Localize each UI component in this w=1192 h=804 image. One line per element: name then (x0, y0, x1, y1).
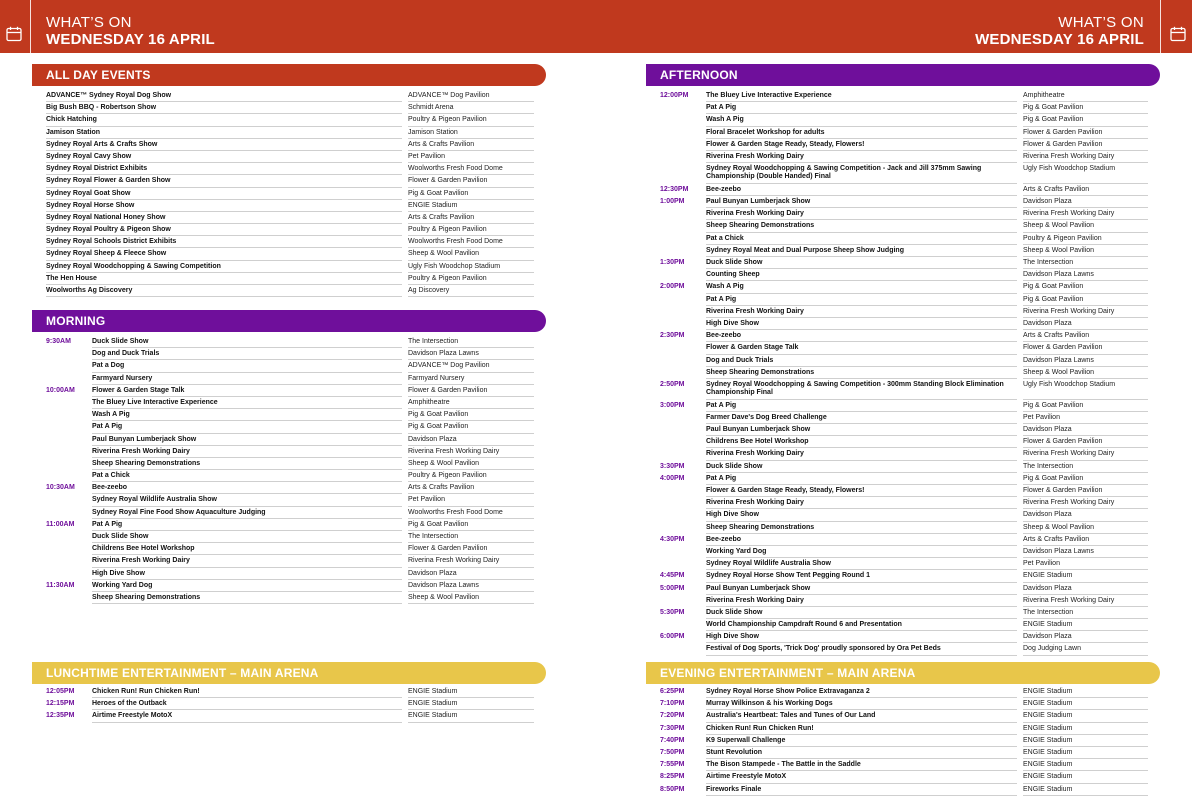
event-name: Murray Wilkinson & his Working Dogs (706, 700, 833, 708)
event-venue: Arts & Crafts Pavilion (1023, 535, 1090, 543)
event-venue: Pig & Goat Pavilion (1023, 116, 1084, 124)
event-name: Floral Bracelet Workshop for adults (706, 128, 825, 136)
event-name: Sheep Shearing Demonstrations (92, 593, 201, 601)
event-name: Duck Slide Show (706, 608, 763, 616)
event-name: Woolworths Ag Discovery (46, 287, 133, 294)
event-venue: Flower & Garden Pavilion (1023, 344, 1103, 352)
event-name: Duck Slide Show (92, 533, 149, 540)
event-venue: The Intersection (1023, 259, 1074, 267)
event-time: 6:00PM (660, 633, 685, 641)
event-name: Wash A Pig (706, 283, 744, 291)
event-name: The Hen House (46, 274, 97, 282)
event-venue: The Intersection (408, 533, 459, 540)
event-venue: Schmidt Arena (408, 104, 454, 112)
event-venue: Flower & Garden Pavilion (408, 177, 488, 185)
event-venue: Davidson Plaza (1023, 198, 1072, 206)
row-divider (706, 183, 1017, 184)
event-venue: Davidson Plaza (1023, 319, 1072, 327)
event-venue: ADVANCE™ Dog Pavilion (408, 92, 490, 99)
row-divider (706, 472, 1017, 473)
event-name: Pat A Pig (706, 104, 737, 112)
event-venue: ENGIE Stadium (1023, 688, 1073, 695)
event-venue: Dog Judging Lawn (1023, 645, 1081, 653)
event-venue: Sheep & Wool Pavilion (1023, 368, 1095, 376)
event-name: Pat a Chick (92, 472, 130, 480)
event-name: Sydney Royal Flower & Garden Show (46, 177, 171, 185)
row-divider (706, 113, 1017, 114)
event-name: Chicken Run! Run Chicken Run! (706, 724, 814, 732)
event-name: Sydney Royal Arts & Crafts Show (46, 140, 158, 148)
event-time: 2:50PM (660, 380, 685, 388)
event-venue: Amphitheatre (408, 398, 450, 406)
event-name: Riverina Fresh Working Dairy (706, 307, 804, 315)
event-venue: Davidson Plaza (1023, 426, 1072, 434)
row-divider (408, 296, 534, 297)
title-line1: WHAT’S ON (46, 14, 132, 31)
event-time: 7:20PM (660, 712, 685, 720)
event-venue: Riverina Fresh Working Dairy (1023, 307, 1115, 315)
event-venue: Jamison Station (408, 128, 458, 136)
event-name: Riverina Fresh Working Dairy (92, 557, 190, 565)
event-venue: Woolworths Fresh Food Dome (408, 508, 503, 516)
title-line2: WEDNESDAY 16 APRIL (46, 31, 215, 48)
event-name: Farmyard Nursery (92, 374, 153, 382)
event-name: Flower & Garden Stage Talk (706, 344, 799, 352)
event-time: 7:10PM (660, 700, 685, 708)
event-name: Wash A Pig (706, 116, 744, 124)
event-name: The Bluey Live Interactive Experience (706, 92, 832, 99)
row-divider (706, 162, 1017, 163)
event-name: Sydney Royal Wildlife Australia Show (92, 496, 217, 504)
event-name: Bee-zeebo (92, 484, 128, 492)
section-heading-afternoon: AFTERNOON (646, 64, 1160, 86)
calendar-icon (1170, 26, 1186, 42)
page-title-left (46, 14, 215, 48)
event-time: 4:45PM (660, 572, 685, 580)
event-venue: ENGIE Stadium (1023, 748, 1073, 756)
event-venue: Arts & Crafts Pavilion (408, 484, 475, 492)
event-time: 2:30PM (660, 332, 685, 340)
event-venue: Pig & Goat Pavilion (1023, 474, 1084, 482)
event-name: K9 Superwall Challenge (706, 736, 786, 744)
event-time: 4:30PM (660, 535, 685, 543)
event-name: Pat A Pig (92, 423, 123, 431)
row-divider (92, 469, 402, 470)
event-time: 12:00PM (660, 92, 689, 99)
header-divider (30, 0, 31, 53)
event-name: World Championship Campdraft Round 6 and Presentation (706, 621, 902, 629)
event-name: Wash A Pig (92, 411, 130, 419)
event-name: Pat a Dog (92, 362, 125, 370)
event-venue: Flower & Garden Pavilion (1023, 487, 1103, 495)
row-divider (706, 101, 1017, 102)
event-time: 7:50PM (660, 748, 685, 756)
row-divider (92, 722, 402, 723)
event-name: Riverina Fresh Working Dairy (706, 450, 804, 458)
event-name: Sydney Royal Horse Show Police Extravaganza 2 (706, 688, 870, 695)
event-name: Flower & Garden Stage Talk (92, 386, 185, 394)
event-name: Flower & Garden Stage Ready, Steady, Flowers! (706, 140, 865, 148)
event-time: 10:00AM (46, 386, 75, 394)
section-heading-morning: MORNING (32, 310, 546, 332)
event-venue: Davidson Plaza Lawns (1023, 356, 1094, 364)
event-name: Bee-zeebo (706, 535, 742, 543)
event-venue: Davidson Plaza Lawns (408, 350, 479, 358)
row-divider (46, 272, 402, 273)
event-name: Airtime Freestyle MotoX (706, 773, 787, 781)
event-time: 12:15PM (46, 700, 75, 708)
event-time: 12:30PM (660, 185, 689, 193)
event-name: Pat A Pig (92, 520, 123, 528)
event-name: Sydney Royal Woodchopping & Sawing Competition - 300mm Standing Block Elimination Championship Final (706, 380, 1004, 397)
event-name: Big Bush BBQ - Robertson Show (46, 104, 157, 112)
event-venue: Pet Pavilion (1023, 413, 1060, 421)
event-venue: Riverina Fresh Working Dairy (1023, 596, 1115, 604)
event-venue: Flower & Garden Pavilion (1023, 140, 1103, 148)
event-venue: ENGIE Stadium (1023, 785, 1073, 793)
row-divider (706, 533, 1017, 534)
event-venue: Pig & Goat Pavilion (408, 411, 469, 419)
event-name: Stunt Revolution (706, 748, 762, 756)
event-name: High Dive Show (706, 511, 759, 519)
event-name: Counting Sheep (706, 271, 760, 279)
event-name: Chick Hatching (46, 116, 97, 124)
event-venue: ENGIE Stadium (408, 201, 458, 209)
event-name: Festival of Dog Sports, 'Trick Dog' proudly sponsored by Ora Pet Beds (706, 645, 941, 653)
event-time: 7:30PM (660, 724, 685, 732)
event-venue: Sheep & Wool Pavilion (1023, 246, 1095, 254)
event-name: Riverina Fresh Working Dairy (706, 152, 804, 160)
event-venue: Pig & Goat Pavilion (408, 189, 469, 197)
event-venue: Poultry & Pigeon Pavilion (408, 274, 487, 282)
event-venue: Flower & Garden Pavilion (1023, 438, 1103, 446)
event-venue: Sheep & Wool Pavilion (408, 459, 480, 467)
row-divider (92, 420, 402, 421)
event-venue: Riverina Fresh Working Dairy (1023, 210, 1115, 218)
event-venue: Ugly Fish Woodchop Stadium (1023, 165, 1116, 173)
event-venue: Arts & Crafts Pavilion (408, 213, 475, 221)
event-venue: Sheep & Wool Pavilion (1023, 523, 1095, 531)
event-name: The Bison Stampede - The Battle in the Saddle (706, 761, 861, 769)
event-name: High Dive Show (706, 633, 759, 641)
event-venue: Arts & Crafts Pavilion (1023, 332, 1090, 340)
event-name: Duck Slide Show (706, 259, 763, 267)
event-venue: Flower & Garden Pavilion (408, 386, 488, 394)
event-venue: Poultry & Pigeon Pavilion (1023, 234, 1102, 242)
event-venue: ENGIE Stadium (408, 712, 458, 720)
event-name: Riverina Fresh Working Dairy (706, 499, 804, 507)
event-time: 9:30AM (46, 338, 71, 345)
event-venue: Davidson Plaza Lawns (1023, 547, 1094, 555)
event-venue: Amphitheatre (1023, 92, 1065, 99)
event-name: Flower & Garden Stage Ready, Steady, Flowers! (706, 487, 865, 495)
event-name: Sydney Royal Woodchopping & Sawing Competition (46, 262, 221, 270)
title-line1: WHAT’S ON (1058, 14, 1144, 31)
event-venue: Davidson Plaza (1023, 584, 1072, 592)
event-name: Pat A Pig (706, 401, 737, 409)
row-divider (46, 296, 402, 297)
event-venue: ENGIE Stadium (1023, 621, 1073, 629)
row-divider (408, 603, 534, 604)
row-divider (706, 232, 1017, 233)
event-name: The Bluey Live Interactive Experience (92, 398, 218, 406)
event-venue: Davidson Plaza (408, 569, 457, 577)
event-name: Sydney Royal Horse Show (46, 201, 135, 209)
row-divider (706, 378, 1017, 379)
event-venue: Ugly Fish Woodchop Stadium (408, 262, 501, 270)
event-time: 1:30PM (660, 259, 685, 267)
event-name: Sydney Royal Goat Show (46, 189, 131, 197)
event-time: 1:00PM (660, 198, 685, 206)
event-name: Fireworks Finale (706, 785, 762, 793)
event-time: 7:55PM (660, 761, 685, 769)
event-venue: ENGIE Stadium (1023, 712, 1073, 720)
event-name: Duck Slide Show (92, 338, 149, 345)
event-venue: Arts & Crafts Pavilion (1023, 185, 1090, 193)
calendar-icon (6, 26, 22, 42)
row-divider (706, 293, 1017, 294)
event-venue: Davidson Plaza (408, 435, 457, 443)
event-name: Sydney Royal National Honey Show (46, 213, 166, 221)
event-name: Riverina Fresh Working Dairy (706, 596, 804, 604)
row-divider (92, 518, 402, 519)
event-name: Working Yard Dog (706, 547, 767, 555)
event-venue: Davidson Plaza (1023, 633, 1072, 641)
event-name: Sheep Shearing Demonstrations (706, 222, 815, 230)
event-name: Dog and Duck Trials (92, 350, 160, 358)
event-venue: Riverina Fresh Working Dairy (1023, 499, 1115, 507)
event-venue: Pig & Goat Pavilion (408, 423, 469, 431)
event-time: 10:30AM (46, 484, 75, 492)
event-name: Dog and Duck Trials (706, 356, 774, 364)
row-divider (706, 399, 1017, 400)
event-name: Sheep Shearing Demonstrations (92, 459, 201, 467)
row-divider (92, 359, 402, 360)
event-name: Paul Bunyan Lumberjack Show (706, 198, 811, 206)
event-time: 3:00PM (660, 401, 685, 409)
event-name: Sheep Shearing Demonstrations (706, 523, 815, 531)
event-venue: Ag Discovery (408, 287, 450, 294)
event-venue: Pig & Goat Pavilion (1023, 283, 1084, 291)
event-venue: The Intersection (1023, 462, 1074, 470)
event-venue: Poultry & Pigeon Pavilion (408, 116, 487, 124)
row-divider (706, 280, 1017, 281)
event-name: Sydney Royal Cavy Show (46, 152, 132, 160)
event-name: Sydney Royal Poultry & Pigeon Show (46, 226, 171, 234)
event-time: 11:00AM (46, 520, 75, 528)
event-venue: Riverina Fresh Working Dairy (1023, 152, 1115, 160)
event-name: Sydney Royal Schools District Exhibits (46, 238, 177, 246)
section-heading-evening: EVENING ENTERTAINMENT – MAIN ARENA (646, 662, 1160, 684)
event-venue: Riverina Fresh Working Dairy (408, 557, 500, 565)
page-title-right (975, 14, 1144, 48)
event-name: Pat A Pig (706, 295, 737, 303)
event-venue: Woolworths Fresh Food Dome (408, 238, 503, 246)
title-line2: WEDNESDAY 16 APRIL (975, 31, 1144, 48)
event-venue: Pet Pavilion (408, 152, 445, 160)
row-divider (92, 603, 402, 604)
event-time: 2:00PM (660, 283, 685, 291)
row-divider (92, 408, 402, 409)
event-name: Riverina Fresh Working Dairy (706, 210, 804, 218)
section-heading-all-day: ALL DAY EVENTS (32, 64, 546, 86)
event-name: Sydney Royal Sheep & Fleece Show (46, 250, 167, 258)
event-name: Australia's Heartbeat: Tales and Tunes of Our Land (706, 712, 876, 720)
event-venue: ENGIE Stadium (1023, 724, 1073, 732)
row-divider (706, 655, 1017, 656)
event-venue: ENGIE Stadium (1023, 572, 1073, 580)
event-name: High Dive Show (706, 319, 759, 327)
event-venue: Pig & Goat Pavilion (1023, 401, 1084, 409)
event-venue: Poultry & Pigeon Pavilion (408, 226, 487, 234)
event-name: Childrens Bee Hotel Workshop (92, 545, 195, 553)
event-venue: ENGIE Stadium (1023, 761, 1073, 769)
event-name: Sydney Royal Meat and Dual Purpose Sheep Show Judging (706, 246, 904, 254)
event-time: 5:30PM (660, 608, 685, 616)
header-bar (0, 0, 1192, 53)
event-venue: Riverina Fresh Working Dairy (408, 447, 500, 455)
event-name: ADVANCE™ Sydney Royal Dog Show (46, 92, 172, 99)
event-venue: ENGIE Stadium (408, 688, 458, 695)
event-name: High Dive Show (92, 569, 145, 577)
event-name: Pat a Chick (706, 234, 744, 242)
section-heading-lunchtime: LUNCHTIME ENTERTAINMENT – MAIN ARENA (32, 662, 546, 684)
event-venue: The Intersection (1023, 608, 1074, 616)
row-divider (92, 481, 402, 482)
event-time: 5:00PM (660, 584, 685, 592)
event-name: Childrens Bee Hotel Workshop (706, 438, 809, 446)
event-time: 12:05PM (46, 688, 75, 695)
event-venue: The Intersection (408, 338, 459, 345)
event-name: Pat A Pig (706, 474, 737, 482)
row-divider (408, 722, 534, 723)
event-venue: Woolworths Fresh Food Dome (408, 165, 503, 173)
event-venue: Pet Pavilion (408, 496, 445, 504)
event-name: Bee-zeebo (706, 332, 742, 340)
event-venue: Flower & Garden Pavilion (1023, 128, 1103, 136)
event-venue: Sheep & Wool Pavilion (408, 250, 480, 258)
event-venue: Pet Pavilion (1023, 560, 1060, 568)
event-venue: Sheep & Wool Pavilion (408, 593, 480, 601)
event-name: Jamison Station (46, 128, 101, 136)
event-venue: Sheep & Wool Pavilion (1023, 222, 1095, 230)
row-divider (1023, 655, 1148, 656)
event-venue: ENGIE Stadium (1023, 773, 1073, 781)
event-venue: Ugly Fish Woodchop Stadium (1023, 380, 1116, 388)
event-name: Paul Bunyan Lumberjack Show (706, 426, 811, 434)
event-venue: Davidson Plaza (1023, 511, 1072, 519)
event-name: Bee-zeebo (706, 185, 742, 193)
event-venue: Riverina Fresh Working Dairy (1023, 450, 1115, 458)
event-name: Working Yard Dog (92, 581, 153, 589)
event-venue: Davidson Plaza Lawns (1023, 271, 1094, 279)
event-name: Paul Bunyan Lumberjack Show (92, 435, 197, 443)
row-divider (706, 795, 1017, 796)
event-name: Sydney Royal Fine Food Show Aquaculture Judging (92, 508, 266, 516)
event-venue: Flower & Garden Pavilion (408, 545, 488, 553)
event-name: Sydney Royal Wildlife Australia Show (706, 560, 831, 568)
event-venue: Farmyard Nursery (408, 374, 465, 382)
event-venue: Arts & Crafts Pavilion (408, 140, 475, 148)
event-name: Riverina Fresh Working Dairy (92, 447, 190, 455)
event-time: 8:25PM (660, 773, 685, 781)
event-name: Heroes of the Outback (92, 700, 167, 708)
event-venue: Poultry & Pigeon Pavilion (408, 472, 487, 480)
event-time: 12:35PM (46, 712, 75, 720)
event-name: Sydney Royal Horse Show Tent Pegging Round 1 (706, 572, 871, 580)
event-name: Sheep Shearing Demonstrations (706, 368, 815, 376)
event-time: 6:25PM (660, 688, 685, 695)
event-venue: ENGIE Stadium (408, 700, 458, 708)
event-time: 7:40PM (660, 736, 685, 744)
row-divider (1023, 795, 1148, 796)
header-divider (1160, 0, 1161, 53)
event-venue: Pig & Goat Pavilion (1023, 104, 1084, 112)
event-venue: ADVANCE™ Dog Pavilion (408, 362, 490, 370)
event-name: Airtime Freestyle MotoX (92, 712, 173, 720)
event-time: 3:30PM (660, 462, 685, 470)
event-name: Farmer Dave's Dog Breed Challenge (706, 413, 827, 421)
event-time: 4:00PM (660, 474, 685, 482)
event-name: Paul Bunyan Lumberjack Show (706, 584, 811, 592)
event-venue: ENGIE Stadium (1023, 700, 1073, 708)
event-name: Duck Slide Show (706, 462, 763, 470)
event-time: 11:30AM (46, 581, 75, 589)
row-divider (706, 329, 1017, 330)
event-venue: Davidson Plaza Lawns (408, 581, 479, 589)
event-name: Sydney Royal Woodchopping & Sawing Competition - Jack and Jill 375mm Sawing Championship (Double Handed) Final (706, 165, 982, 181)
event-name: Chicken Run! Run Chicken Run! (92, 688, 200, 695)
event-venue: Pig & Goat Pavilion (408, 520, 469, 528)
event-time: 8:50PM (660, 785, 685, 793)
row-divider (46, 113, 402, 114)
event-venue: Pig & Goat Pavilion (1023, 295, 1084, 303)
event-name: Sydney Royal District Exhibits (46, 165, 148, 173)
event-venue: ENGIE Stadium (1023, 736, 1073, 744)
